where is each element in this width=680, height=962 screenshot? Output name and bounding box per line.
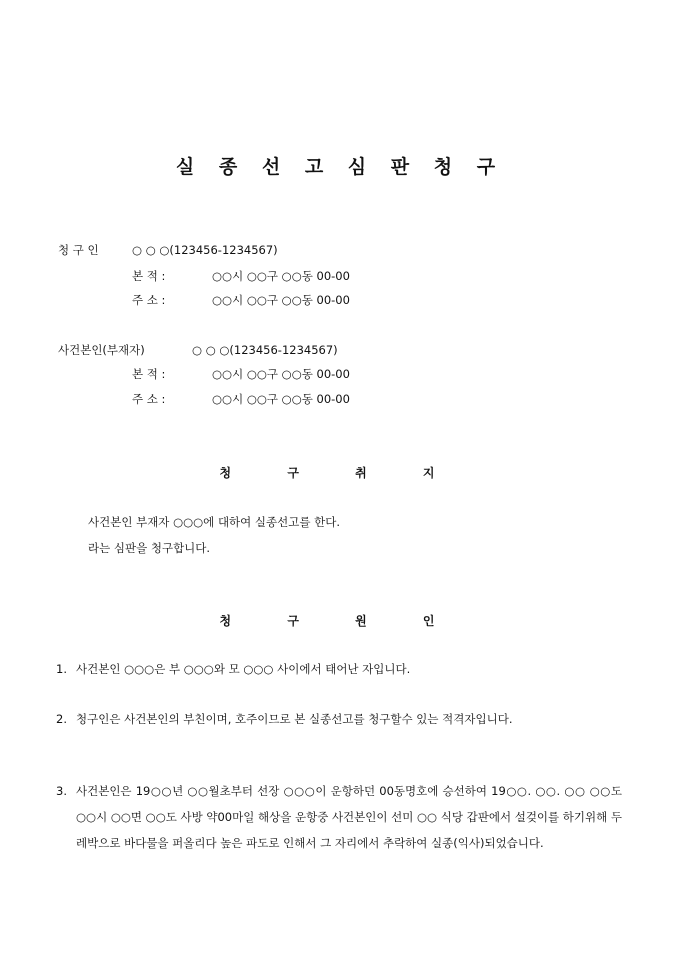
claimant-address: ○○시 ○○구 ○○동 00-00 [212, 293, 350, 307]
document-title: 실 종 선 고 심 판 청 구 [175, 156, 505, 178]
claimant-domicile-label: 본 적 : [132, 269, 166, 283]
absentee-domicile-label: 본 적 : [132, 367, 166, 381]
purpose-heading: 청 구 취 지 [219, 466, 461, 480]
cause-item-2 [56, 706, 622, 732]
cause-item-text: 사건본인은 19○○년 ○○월초부터 선장 ○○○이 운항하던 00동명호에 승선하여 19○○. ○○. ○○ ○○도 ○○시 ○○면 ○○도 사방 약00마일 해상을 운항중 사건본인이 선미 ○○ 식당 갑판에서 설겆이를 하기위해 두레박으로 바다물을 퍼올리다 높은 파도로 인해서 그 자리에서 추락하여 실종(익사)되었습니다. [76, 784, 623, 850]
absentee-domicile: ○○시 ○○구 ○○동 00-00 [212, 367, 350, 381]
cause-heading: 청 구 원 인 [219, 614, 461, 628]
absentee-domicile-line [132, 366, 350, 382]
cause-item-3 [56, 778, 622, 856]
claimant-domicile: ○○시 ○○구 ○○동 00-00 [212, 269, 350, 283]
cause-item-1 [56, 656, 622, 682]
purpose-line-2: 라는 심판을 청구합니다. [88, 541, 211, 555]
cause-item-number: 2. [56, 712, 67, 726]
cause-item-text: 청구인은 사건본인의 부친이며, 호주이므로 본 실종선고를 청구할수 있는 적격자입니다. [76, 712, 513, 726]
absentee-name-id: ○ ○ ○(123456-1234567) [192, 343, 338, 357]
claimant-name-id: ○ ○ ○(123456-1234567) [132, 243, 278, 257]
claimant-domicile-line [132, 268, 350, 284]
purpose-line-1: 사건본인 부재자 ○○○에 대하여 실종선고를 한다. [88, 515, 340, 529]
absentee-label: 사건본인(부재자) [58, 343, 145, 357]
claimant-address-line [132, 292, 350, 308]
absentee-address-line [132, 391, 350, 407]
cause-item-number: 1. [56, 662, 67, 676]
claimant-label: 청 구 인 [58, 243, 99, 257]
absentee-line [58, 342, 338, 358]
cause-item-text: 사건본인 ○○○은 부 ○○○와 모 ○○○ 사이에서 태어난 자입니다. [76, 662, 411, 676]
claimant-line [58, 242, 278, 258]
claimant-address-label: 주 소 : [132, 293, 166, 307]
cause-item-number: 3. [56, 784, 67, 798]
absentee-address: ○○시 ○○구 ○○동 00-00 [212, 392, 350, 406]
absentee-address-label: 주 소 : [132, 392, 166, 406]
